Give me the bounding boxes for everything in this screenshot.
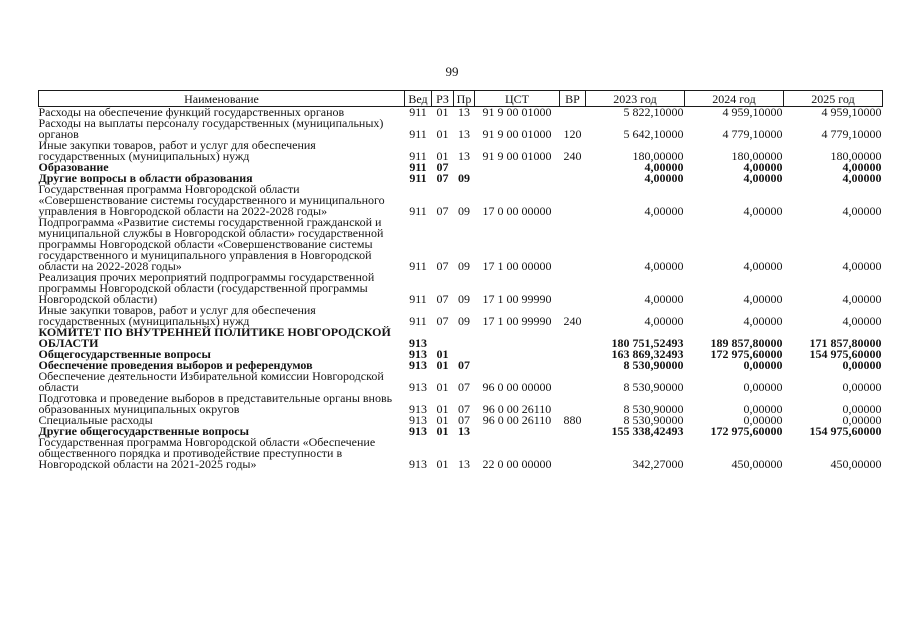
cell-ved: 913 — [409, 457, 427, 471]
cell-2025: 4,00000 — [842, 171, 882, 185]
header-2025: 2025 год — [784, 91, 883, 107]
cell-2025: 4,00000 — [842, 160, 882, 174]
cell-ved: 911 — [409, 314, 427, 328]
cell-rz: 07 — [436, 160, 449, 174]
cell-pr: 13 — [458, 424, 470, 438]
cell-ved: 911 — [409, 149, 427, 163]
cell-2025: 0,00000 — [842, 358, 882, 372]
cell-cst: 17 0 00 00000 — [482, 204, 552, 218]
cell-name: Подпрограмма «Развитие системы государственной гражданской и муниципальной службы в Новгородской области» государственной программы Новгородской области «Совершенствование системы государственного и муниципального управления в Новгородской области на 2022-2028 годы» — [38, 215, 384, 273]
cell-name: Расходы на обеспечение функций государственных органов — [38, 105, 345, 119]
cell-2023: 4,00000 — [644, 204, 684, 218]
cell-2023: 8 530,90000 — [623, 380, 684, 394]
cell-2025: 154 975,60000 — [809, 347, 882, 361]
cell-2024: 0,00000 — [743, 380, 783, 394]
cell-2024: 4,00000 — [743, 171, 783, 185]
cell-pr: 13 — [458, 127, 470, 141]
cell-2024: 450,00000 — [731, 457, 783, 471]
cell-2025: 0,00000 — [842, 380, 882, 394]
page-number: 99 — [445, 64, 459, 79]
cell-pr: 07 — [458, 413, 470, 427]
cell-2025: 4,00000 — [842, 204, 882, 218]
cell-2025: 0,00000 — [842, 413, 882, 427]
cell-rz: 01 — [436, 402, 449, 416]
cell-2024: 4,00000 — [743, 259, 783, 273]
cell-rz: 07 — [436, 314, 449, 328]
cell-cst — [475, 360, 560, 371]
cell-2023: 4,00000 — [644, 314, 684, 328]
cell-rz: 01 — [436, 380, 449, 394]
budget-table — [38, 90, 883, 470]
cell-vr: 240 — [563, 149, 582, 163]
cell-2024: 4 959,10000 — [722, 105, 783, 119]
cell-name: Общегосударственные вопросы — [38, 347, 211, 361]
cell-name: Специальные расходы — [38, 413, 153, 427]
cell-vr — [560, 173, 586, 184]
cell-2025: 180,00000 — [830, 149, 882, 163]
cell-rz: 01 — [436, 127, 449, 141]
cell-vr — [560, 107, 586, 119]
cell-cst: 96 0 00 26110 — [482, 413, 552, 427]
header-vr: ВР — [560, 91, 586, 107]
cell-name: Иные закупки товаров, работ и услуг для обеспечения государственных (муниципальных) нужд — [38, 138, 316, 163]
cell-2023: 8 530,90000 — [623, 358, 684, 372]
cell-rz: 01 — [436, 149, 449, 163]
cell-pr: 09 — [458, 314, 470, 328]
cell-pr: 07 — [458, 380, 470, 394]
cell-vr — [560, 371, 586, 393]
cell-2023: 8 530,90000 — [623, 413, 684, 427]
cell-ved: 911 — [409, 127, 427, 141]
header-cst: ЦСТ — [475, 91, 560, 107]
cell-name: Государственная программа Новгородской области «Обеспечение общественного порядка и противодействие преступности в Новгородской области на 2021-2025 годы» — [38, 435, 376, 471]
cell-pr: 13 — [458, 149, 470, 163]
table-row — [39, 371, 883, 393]
cell-cst: 91 9 00 01000 — [482, 105, 552, 119]
cell-cst: 96 0 00 00000 — [482, 380, 552, 394]
header-name: Наименование — [39, 91, 405, 107]
cell-rz: 01 — [436, 105, 449, 119]
cell-cst — [475, 173, 560, 184]
cell-rz: 07 — [436, 292, 449, 306]
cell-name: Иные закупки товаров, работ и услуг для обеспечения государственных (муниципальных) нужд — [38, 303, 316, 328]
cell-cst — [475, 327, 560, 349]
cell-2023: 342,27000 — [632, 457, 684, 471]
cell-ved: 911 — [409, 292, 427, 306]
cell-cst: 91 9 00 01000 — [482, 149, 552, 163]
cell-pr: 09 — [458, 292, 470, 306]
cell-cst: 91 9 00 01000 — [482, 127, 552, 141]
cell-rz: 07 — [436, 259, 449, 273]
cell-ved: 913 — [409, 358, 427, 372]
cell-ved: 911 — [409, 160, 427, 174]
cell-rz: 01 — [436, 457, 449, 471]
cell-2024: 4,00000 — [743, 314, 783, 328]
cell-cst — [475, 162, 560, 173]
cell-vr — [560, 217, 586, 272]
cell-2023: 4,00000 — [644, 259, 684, 273]
cell-2024: 4 779,10000 — [722, 127, 783, 141]
cell-pr: 09 — [458, 259, 470, 273]
table-row — [39, 272, 883, 305]
cell-2025: 4,00000 — [842, 314, 882, 328]
cell-name: КОМИТЕТ ПО ВНУТРЕННЕЙ ПОЛИТИКЕ НОВГОРОДСКОЙ ОБЛАСТИ — [38, 325, 391, 350]
header-2023: 2023 год — [586, 91, 685, 107]
cell-vr: 240 — [563, 314, 582, 328]
cell-vr — [560, 426, 586, 437]
cell-ved: 913 — [409, 380, 427, 394]
cell-pr — [454, 327, 475, 349]
cell-name: Реализация прочих мероприятий подпрограммы государственной программы Новгородской области (государственной программы Новгородской области) — [38, 270, 375, 306]
cell-2025: 4 779,10000 — [821, 127, 882, 141]
cell-vr — [560, 327, 586, 349]
cell-2023: 4,00000 — [644, 171, 684, 185]
cell-2025: 4 959,10000 — [821, 105, 882, 119]
header-2024: 2024 год — [685, 91, 784, 107]
cell-cst — [475, 426, 560, 437]
cell-rz: 01 — [436, 358, 449, 372]
cell-ved: 913 — [409, 424, 427, 438]
cell-cst: 96 0 00 26110 — [482, 402, 552, 416]
cell-ved: 911 — [409, 171, 427, 185]
cell-vr: 880 — [563, 413, 582, 427]
cell-vr — [560, 393, 586, 415]
cell-2024: 4,00000 — [743, 160, 783, 174]
cell-vr — [560, 162, 586, 173]
cell-2023: 5 642,10000 — [623, 127, 684, 141]
cell-pr: 13 — [458, 105, 470, 119]
table-row — [39, 140, 883, 162]
cell-2024: 172 975,60000 — [710, 347, 783, 361]
cell-vr — [560, 184, 586, 217]
cell-cst: 17 1 00 99990 — [482, 314, 552, 328]
cell-name: Обеспечение проведения выборов и референдумов — [38, 358, 313, 372]
cell-2025: 0,00000 — [842, 402, 882, 416]
header-pr: Пр — [454, 91, 475, 107]
cell-2023: 180 751,52493 — [611, 336, 684, 350]
cell-rz: 01 — [436, 347, 449, 361]
cell-vr — [560, 272, 586, 305]
cell-2023: 163 869,32493 — [611, 347, 684, 361]
cell-2023: 4,00000 — [644, 292, 684, 306]
cell-rz: 07 — [436, 171, 449, 185]
cell-cst: 17 1 00 00000 — [482, 259, 552, 273]
cell-2024: 0,00000 — [743, 402, 783, 416]
cell-vr — [560, 437, 586, 470]
cell-2024: 172 975,60000 — [710, 424, 783, 438]
cell-cst — [475, 349, 560, 360]
cell-2023: 4,00000 — [644, 160, 684, 174]
header-ved: Вед — [405, 91, 432, 107]
cell-vr — [560, 360, 586, 371]
cell-vr — [560, 349, 586, 360]
cell-2023: 5 822,10000 — [623, 105, 684, 119]
cell-ved: 911 — [409, 105, 427, 119]
cell-name: Обеспечение деятельности Избирательной комиссии Новгородской области — [38, 369, 384, 394]
cell-rz — [432, 327, 454, 349]
cell-cst: 22 0 00 00000 — [482, 457, 552, 471]
cell-2023: 180,00000 — [632, 149, 684, 163]
header-rz: РЗ — [432, 91, 454, 107]
cell-2024: 4,00000 — [743, 292, 783, 306]
cell-rz: 01 — [436, 413, 449, 427]
cell-ved: 911 — [409, 259, 427, 273]
cell-pr: 07 — [458, 358, 470, 372]
cell-ved: 913 — [409, 336, 427, 350]
cell-ved: 913 — [409, 413, 427, 427]
table-row — [39, 118, 883, 140]
cell-pr: 09 — [458, 171, 470, 185]
cell-ved: 913 — [409, 402, 427, 416]
cell-2023: 8 530,90000 — [623, 402, 684, 416]
cell-rz: 07 — [436, 204, 449, 218]
cell-name: Государственная программа Новгородской области «Совершенствование системы государственного и муниципального управления в Новгородской области на 2022-2028 годы» — [38, 182, 385, 218]
cell-2025: 171 857,80000 — [809, 336, 882, 350]
cell-2024: 0,00000 — [743, 358, 783, 372]
cell-2025: 450,00000 — [830, 457, 882, 471]
table-row — [39, 393, 883, 415]
cell-2025: 4,00000 — [842, 292, 882, 306]
cell-2023: 155 338,42493 — [611, 424, 684, 438]
table-row — [39, 217, 883, 272]
cell-pr: 13 — [458, 457, 470, 471]
cell-2024: 0,00000 — [743, 413, 783, 427]
cell-vr: 120 — [563, 127, 582, 141]
cell-pr: 09 — [458, 204, 470, 218]
cell-name: Образование — [38, 160, 109, 174]
table-row — [39, 437, 883, 470]
table-row — [39, 184, 883, 217]
cell-rz: 01 — [436, 424, 449, 438]
cell-cst: 17 1 00 99990 — [482, 292, 552, 306]
cell-name: Другие общегосударственные вопросы — [38, 424, 249, 438]
table-row — [39, 305, 883, 327]
cell-2025: 4,00000 — [842, 259, 882, 273]
cell-ved: 913 — [409, 347, 427, 361]
cell-pr: 07 — [458, 402, 470, 416]
cell-name: Подготовка и проведение выборов в представительные органы вновь образованных муниципальных округов — [38, 391, 393, 416]
table-body — [39, 107, 883, 471]
table-row — [39, 327, 883, 349]
cell-2025: 154 975,60000 — [809, 424, 882, 438]
cell-2024: 4,00000 — [743, 204, 783, 218]
cell-2024: 189 857,80000 — [710, 336, 783, 350]
cell-name: Другие вопросы в области образования — [38, 171, 253, 185]
cell-ved: 911 — [409, 204, 427, 218]
cell-2024: 180,00000 — [731, 149, 783, 163]
cell-name: Расходы на выплаты персоналу государственных (муниципальных) органов — [38, 116, 384, 141]
